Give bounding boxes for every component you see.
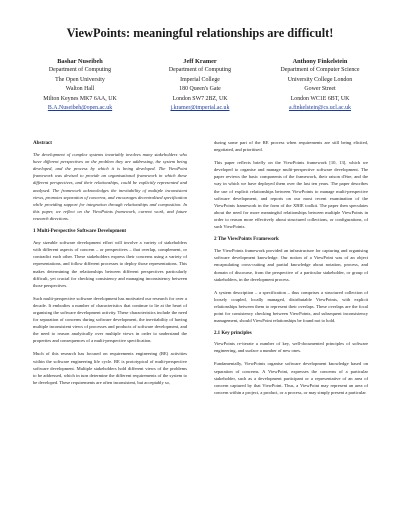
body-paragraph: ViewPoints re-iterate a number of key, well-documented principles of software engineering, and surface a number of new ones. — [214, 341, 368, 354]
body-paragraph: A system description – a specification – thus comprises a structured collection of loosely coupled, locally managed, distributable ViewPoints, with explicit relationships between them to represent their overlaps. These overlaps are the focal point for consistency checking between ViewPoints, and subsequent inconsistency management, should ViewPoint relationships be found not to hold. — [214, 289, 368, 324]
abstract-heading: Abstract — [33, 140, 52, 146]
author-block-2 — [140, 57, 260, 113]
body-paragraph: The ViewPoints framework provided an infrastructure for capturing and organising software development knowledge. Our notion of a ViewPoint was of an object encapsulating cross-cutting and partial knowledge about notation, process, and domain of discourse, from the perspective of a particular stakeholder, or group of stakeholders, in the development process. — [214, 248, 368, 282]
author-block-3 — [260, 57, 380, 113]
body-paragraph: Much of this research has focused on requirements engineering (RE) activities within the software engineering life cycle. RE is prototypical of multi-perspective software development. Multiple stakeholders hold different views of the problems to be addressed, which in turn determine the different requirements of the system to be developed. These requirements are often inconsistent, but acceptably so, — [33, 351, 187, 385]
author-affiliation: Department of Computing — [168, 67, 232, 74]
author-email-link[interactable]: B.A.Nuseibeh@open.ac.uk — [47, 105, 113, 112]
right-column — [214, 139, 368, 402]
body-paragraph: Any sizeable software development effort will involve a variety of stakeholders with different aspects of concern – or perspectives – that overlap, complement, or contradict each other. These stakeholders express their concerns using a variety of representations, and follow different processes to deploy those representations. This makes determining the relationships between different perspectives particularly difficult, yet crucial for checking consistency and managing inconsistency between those perspectives. — [33, 240, 187, 288]
author-affiliation: Department of Computer Science — [280, 67, 360, 74]
author-email-link[interactable]: j.kramer@imperial.ac.uk — [170, 105, 230, 112]
author-affiliation: Imperial College — [180, 76, 220, 83]
abstract-text: The development of complex systems invariably involves many stakeholders who have different perspectives on the problem they are addressing, the system being developed, and the process by which it is being developed. The ViewPoint framework was devised to provide an organisational framework in which these different perspectives, and their relationships, could be explicitly represented and analysed. The framework acknowledges the inevitability of multiple inconsistent views, promotes separation of concerns, and encourages decentralised specification while providing support for integration through relationships and composition. In this paper, we reflect on the ViewPoints framework, current work, and future research directions. — [33, 152, 187, 221]
author-name: Bashar Nuseibeh — [57, 58, 103, 65]
body-paragraph: This paper reflects briefly on the ViewPoints framework [10, 13], which we developed to organise and manage multi-perspective software development. The paper reviews the basic components of the framework, their raison d'être, and the way in which we have deployed them over the last ten years. The paper describes the use of explicit relationships between ViewPoints to manage multi-perspective software development, and reports on our most recent examination of the ViewPoints framework in the form of the XBIE toolkit. The paper then speculates about the need for more meaningful relationships between multiple ViewPoints in order to reason more effectively about structured collections, or configurations, of such ViewPoints. — [214, 160, 368, 230]
author-affiliation: University College London — [287, 76, 353, 83]
author-affiliation: The Open University — [55, 76, 105, 83]
author-name: Jeff Kramer — [183, 58, 217, 65]
author-address: Gower Street — [304, 86, 336, 93]
author-address: London WC1E 6BT, UK — [290, 95, 350, 102]
author-block-1 — [20, 57, 140, 113]
section-2-heading: 2 The ViewPoints Framework — [214, 236, 279, 243]
subsection-2-1-heading: 2.1 Key principles — [214, 331, 252, 337]
author-email-link[interactable]: a.finkelstein@cs.ucl.ac.uk — [288, 105, 352, 112]
author-address: London SW7 2BZ, UK — [172, 95, 228, 102]
author-affiliation: Department of Computing — [48, 67, 112, 74]
section-1-heading: 1 Multi-Perspective Software Development — [33, 228, 127, 235]
body-paragraph: Such multi-perspective software development has motivated our research for over a decade. It embodies a number of characteristics that continue to lie at the heart of organising the software development activity. These characteristics include the need for separation of concerns during software development, the inevitability of having multiple inconsistent views of processes and products of software development, and the need to reason analytically over multiple views in order to understand the properties and consequences of a multi-perspective specification. — [33, 295, 187, 344]
author-address: Milton Keynes MK7 6AA, UK — [43, 95, 117, 102]
paper-title: ViewPoints: meaningful relationships are difficult! — [66, 26, 334, 40]
author-name: Anthony Finkelstein — [292, 58, 348, 65]
author-address: 180 Queen's Gate — [179, 86, 221, 93]
body-paragraph: Fundamentally, ViewPoints organise software development knowledge based on separation of concerns. A ViewPoint, expresses the concerns of a particular stakeholder, such as a development participant or a representative of an area of concern captured by that ViewPoint. Thus, a ViewPoint may represent an area of concern within a project, a product, or a process, or may simply present a particular — [214, 361, 368, 395]
left-column — [33, 138, 187, 392]
body-paragraph: during some part of the RE process when requirements are still being elicited, negotiated, and prioritised. — [214, 140, 368, 153]
author-address: Walton Hall — [65, 86, 95, 93]
